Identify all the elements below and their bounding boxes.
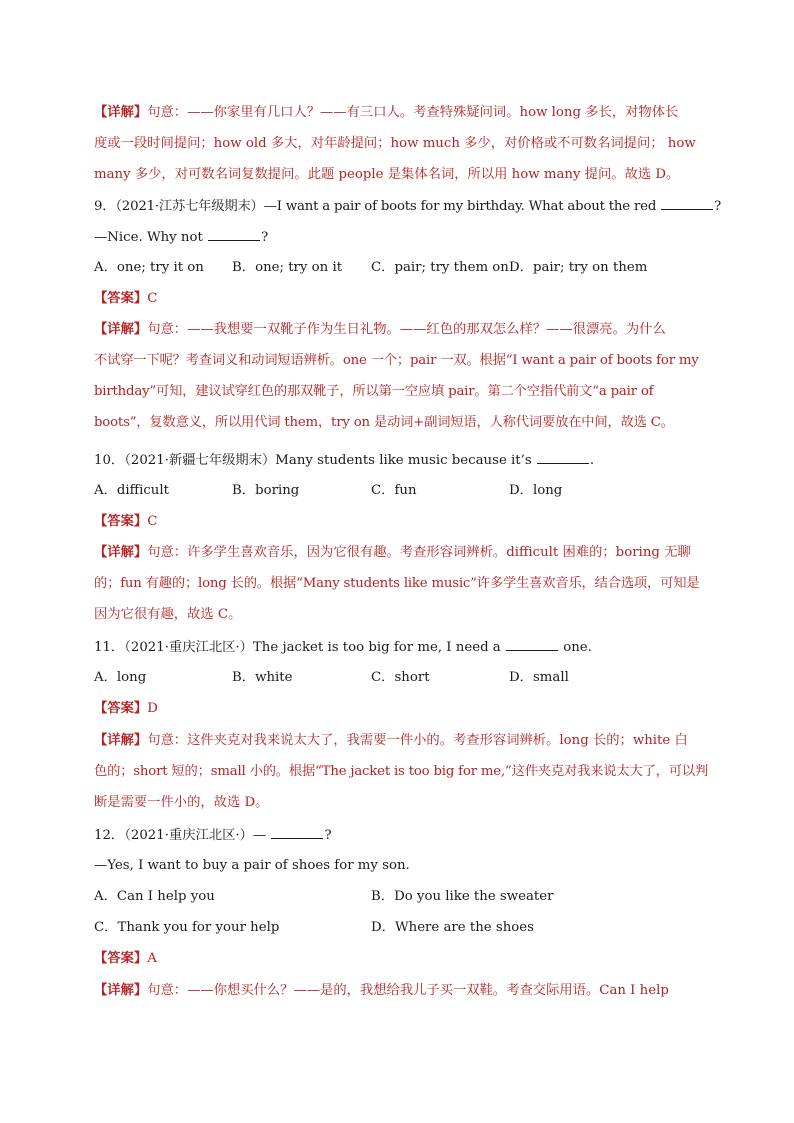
q11-stem	[94, 638, 592, 657]
explain-tag: 【详解】	[94, 105, 148, 120]
answer-tag: 【答案】	[94, 951, 148, 966]
q8-explain-line-3: many 多少，对可数名词复数提问。此题 people 是集体名词，所以用 how many 提问。故选 D。	[94, 167, 680, 182]
q11-option-c: C．short	[371, 670, 430, 685]
q9-explain-line-2: 不试穿一下呢？考查词义和动词短语辨析。one 一个；pair 一双。根据“I want a pair of boots for my	[94, 353, 699, 368]
q11-stem-end: one.	[563, 640, 592, 655]
q9-explain-line-3: birthday”可知，建议试穿红色的那双靴子，所以第一空应填 pair。第二个空指代前文“a pair of	[94, 384, 654, 399]
answer-blank	[271, 826, 323, 839]
answer-tag: 【答案】	[94, 291, 148, 306]
q10-stem	[94, 451, 594, 470]
q10-option-c: C．fun	[371, 483, 417, 498]
q12-answer	[94, 950, 157, 968]
q9-stem-end-2: ?	[261, 230, 269, 245]
q10-explain-line-3: 因为它很有趣，故选 C。	[94, 607, 242, 622]
q9-option-a: A．one; try it on	[94, 260, 204, 275]
q12-stem-text: 12．（2021·重庆江北区·）—	[94, 828, 267, 843]
explain-tag: 【详解】	[94, 733, 148, 748]
answer-tag: 【答案】	[94, 701, 148, 716]
q9-explain-line-1	[94, 321, 666, 339]
answer-blank	[208, 228, 260, 241]
answer-blank	[506, 638, 558, 651]
q9-explain-line-4: boots”，复数意义，所以用代词 them，try on 是动词+副词短语，人称代词要放在中间，故选 C。	[94, 415, 674, 430]
q12-stem	[94, 826, 332, 845]
q11-option-b: B．white	[232, 670, 293, 685]
explain-text: 句意：——我想要一双靴子作为生日礼物。——红色的那双怎么样？——很漂亮。为什么	[147, 322, 666, 337]
answer-value: C	[147, 291, 158, 306]
answer-value: A	[147, 951, 157, 966]
q10-stem-text: 10．（2021·新疆七年级期末）Many students like music because it’s	[94, 453, 532, 468]
q9-stem-line-2	[94, 228, 268, 247]
q9-option-d: D．pair; try on them	[509, 260, 648, 275]
answer-value: C	[147, 514, 158, 529]
q9-stem-text-2: —Nice. Why not	[94, 230, 203, 245]
answer-blank	[537, 451, 589, 464]
q12-stem-line-2: —Yes, I want to buy a pair of shoes for my son.	[94, 858, 410, 873]
q11-option-a: A．long	[94, 670, 147, 685]
q9-stem-line-1	[94, 197, 721, 216]
q10-option-a: A．difficult	[94, 483, 169, 498]
q11-explain-line-2: 色的；short 短的；small 小的。根据“The jacket is too big for me,”这件夹克对我来说太大了，可以判	[94, 764, 709, 779]
q12-option-a: A．Can I help you	[94, 889, 215, 904]
q12-option-b: B．Do you like the sweater	[371, 889, 554, 904]
q9-stem-text: 9．（2021·江苏七年级期末）—I want a pair of boots for my birthday. What about the red	[94, 199, 657, 214]
q10-option-d: D．long	[509, 483, 563, 498]
answer-tag: 【答案】	[94, 514, 148, 529]
q9-option-c: C．pair; try them on	[371, 260, 509, 275]
q9-option-b: B．one; try on it	[232, 260, 343, 275]
explain-tag: 【详解】	[94, 983, 148, 998]
q9-stem-end: ?	[714, 199, 722, 214]
q9-answer	[94, 290, 157, 308]
q11-option-d: D．small	[509, 670, 569, 685]
q12-stem-end: ?	[324, 828, 332, 843]
q12-option-c: C．Thank you for your help	[94, 920, 280, 935]
answer-blank	[661, 197, 713, 210]
explain-text: 句意：——你想买什么？——是的，我想给我儿子买一双鞋。考查交际用语。Can I help	[147, 983, 669, 998]
q10-explain-line-2: 的；fun 有趣的；long 长的。根据“Many students like music”许多学生喜欢音乐，结合选项，可知是	[94, 576, 700, 591]
q10-stem-end: .	[589, 453, 595, 468]
q12-explain-line-1	[94, 982, 669, 1000]
q10-option-b: B．boring	[232, 483, 300, 498]
q10-answer	[94, 513, 157, 531]
q8-explain-line-1	[94, 104, 678, 122]
explain-text: 句意：——你家里有几口人？——有三口人。考查特殊疑问词。how long 多长，对物体长	[147, 105, 679, 120]
q12-option-d: D．Where are the shoes	[371, 920, 534, 935]
q11-explain-line-1	[94, 732, 688, 750]
explain-tag: 【详解】	[94, 322, 148, 337]
answer-value: D	[147, 701, 158, 716]
q11-answer	[94, 700, 158, 718]
q10-explain-line-1	[94, 544, 691, 562]
q8-explain-line-2: 度或一段时间提问；how old 多大，对年龄提问；how much 多少，对价格或不可数名词提问； how	[94, 136, 696, 151]
q11-explain-line-3: 断是需要一件小的，故选 D。	[94, 795, 269, 810]
explain-tag: 【详解】	[94, 545, 148, 560]
q11-stem-text: 11．（2021·重庆江北区·）The jacket is too big for me, I need a	[94, 640, 501, 655]
explain-text: 句意：这件夹克对我来说太大了，我需要一件小的。考查形容词辨析。long 长的；white 白	[147, 733, 688, 748]
explain-text: 句意：许多学生喜欢音乐，因为它很有趣。考查形容词辨析。difficult 困难的；boring 无聊	[147, 545, 691, 560]
